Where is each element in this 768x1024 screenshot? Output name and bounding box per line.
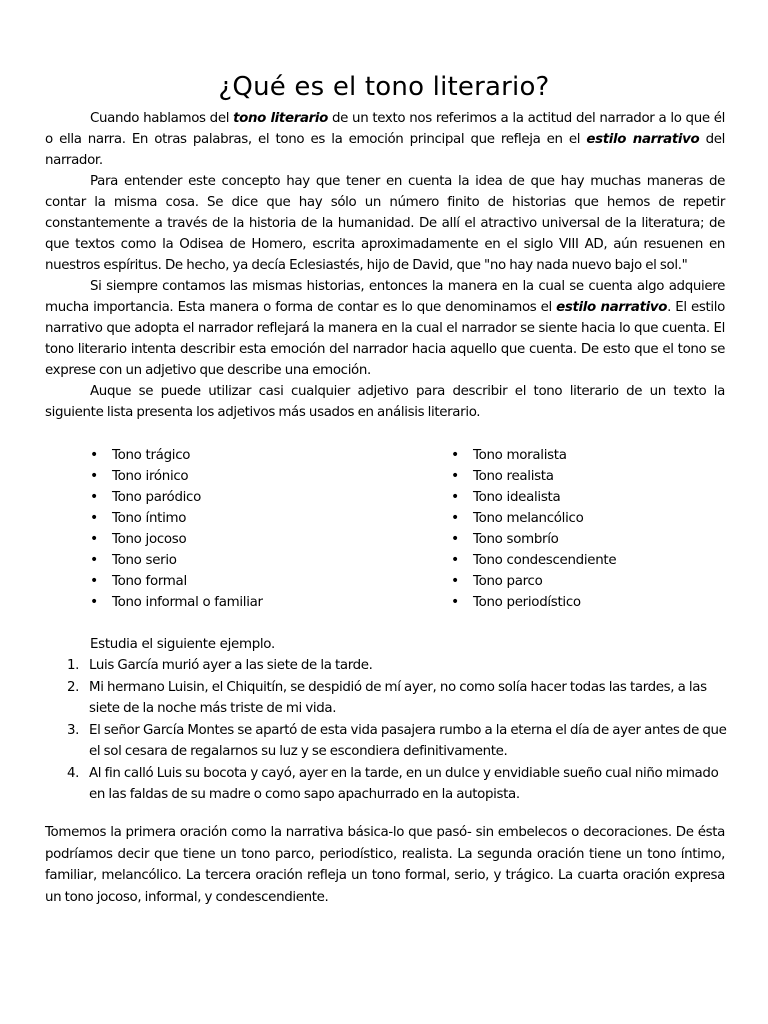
example-item — [45, 763, 735, 806]
p1-term-tono-literario: tono literario — [233, 111, 328, 126]
p1-term-estilo-narrativo: estilo narrativo — [586, 132, 700, 147]
list-item: • Tono íntimo — [90, 508, 410, 529]
example-item — [45, 677, 735, 720]
tone-list-left — [90, 445, 410, 613]
example-item-number: 3. — [67, 722, 80, 738]
p3-term-estilo-narrativo: estilo narrativo — [556, 300, 668, 315]
list-item: • Tono melancólico — [451, 508, 741, 529]
example-item-text: Al fin calló Luis su bocota y cayó, ayer en la tarde, en un dulce y envidiable sueño cual niño mimado en las faldas de su madre o como sapo apachurrado en la autopista. — [89, 765, 719, 802]
intro-section — [45, 108, 725, 423]
list-item: • Tono irónico — [90, 466, 410, 487]
example-item-text: Mi hermano Luisin, el Chiquitín, se despidió de mí ayer, no como solía hacer todas las tardes, a las siete de la noche más triste de mi vida. — [89, 679, 707, 716]
example-item-number: 2. — [67, 679, 80, 695]
tone-list-right — [451, 445, 741, 613]
example-item — [45, 655, 735, 677]
list-item: • Tono formal — [90, 571, 410, 592]
list-item: • Tono idealista — [451, 487, 741, 508]
example-item-number: 1. — [67, 658, 80, 673]
list-item: • Tono informal o familiar — [90, 592, 410, 613]
list-item: • Tono periodístico — [451, 592, 741, 613]
list-item: • Tono parco — [451, 571, 741, 592]
p3-text-c: . El estilo narrativo que adopta el narrador reflejará la manera en la cual el narrador se siente hacia lo que cuenta. El tono literario intenta describir esta emoción del narrador hacia aquello que cuenta. De esto que el tono se exprese con un adjetivo que describe una emoción. — [45, 300, 725, 378]
list-item: • Tono jocoso — [90, 529, 410, 550]
p1-text-c: de un texto nos referimos a la actitud del narrador a lo que él o ella narra. En otras palabras, el tono es la emoción principal que refleja en el — [45, 111, 725, 147]
example-item — [45, 720, 735, 763]
p1-text-e: del narrador. — [45, 132, 725, 168]
list-item: • Tono moralista — [451, 445, 741, 466]
example-item-text: El señor García Montes se apartó de esta vida pasajera rumbo a la eterna el día de ayer antes de que el sol cesara de regalarnos su luz y se escondiera definitivamente. — [89, 722, 727, 759]
p3-text-a: Si siempre contamos las mismas historias, entonces la manera en la cual se cuenta algo adquiere mucha importancia. Esta manera o forma de contar es lo que denominamos el — [45, 279, 725, 315]
list-item: • Tono serio — [90, 550, 410, 571]
example-item-text: Luis García murió ayer a las siete de la tarde. — [89, 658, 373, 673]
example-item-number: 4. — [67, 765, 80, 781]
paragraph-2: Para entender este concepto hay que tener en cuenta la idea de que hay muchas maneras de contar la misma cosa. Se dice que hay sólo un número finito de historias que hemos de repetir constantemente a través de la historia de la humanidad. De allí el atractivo universal de la literatura; de que textos como la Odisea de Homero, escrita aproximadamente en el siglo VIII AD, aún resuenen en nuestros espíritus. De hecho, ya decía Eclesiastés, hijo de David, que "no hay nada nuevo bajo el sol." — [45, 174, 725, 273]
conclusion-paragraph: Tomemos la primera oración como la narrativa básica-lo que pasó- sin embelecos o decoraciones. De ésta podríamos decir que tiene un tono parco, periodístico, realista. La segunda oración tiene un tono íntimo, familiar, melancólico. La tercera oración refleja un tono formal, serio, y trágico. La cuarta oración expresa un tono jocoso, informal, y condescendiente. — [45, 825, 725, 905]
paragraph-3 — [45, 276, 725, 381]
page-title: ¿Qué es el tono literario? — [218, 72, 550, 103]
list-item: • Tono sombrío — [451, 529, 741, 550]
list-item: • Tono paródico — [90, 487, 410, 508]
list-item: • Tono realista — [451, 466, 741, 487]
list-item: • Tono condescendiente — [451, 550, 741, 571]
p1-text-a: Cuando hablamos del — [90, 111, 234, 126]
example-list — [45, 655, 735, 806]
list-item: • Tono trágico — [90, 445, 410, 466]
example-intro: Estudia el siguiente ejemplo. — [90, 637, 275, 652]
paragraph-4: Auque se puede utilizar casi cualquier adjetivo para describir el tono literario de un texto la siguiente lista presenta los adjetivos más usados en análisis literario. — [45, 384, 725, 420]
paragraph-1 — [45, 108, 725, 171]
